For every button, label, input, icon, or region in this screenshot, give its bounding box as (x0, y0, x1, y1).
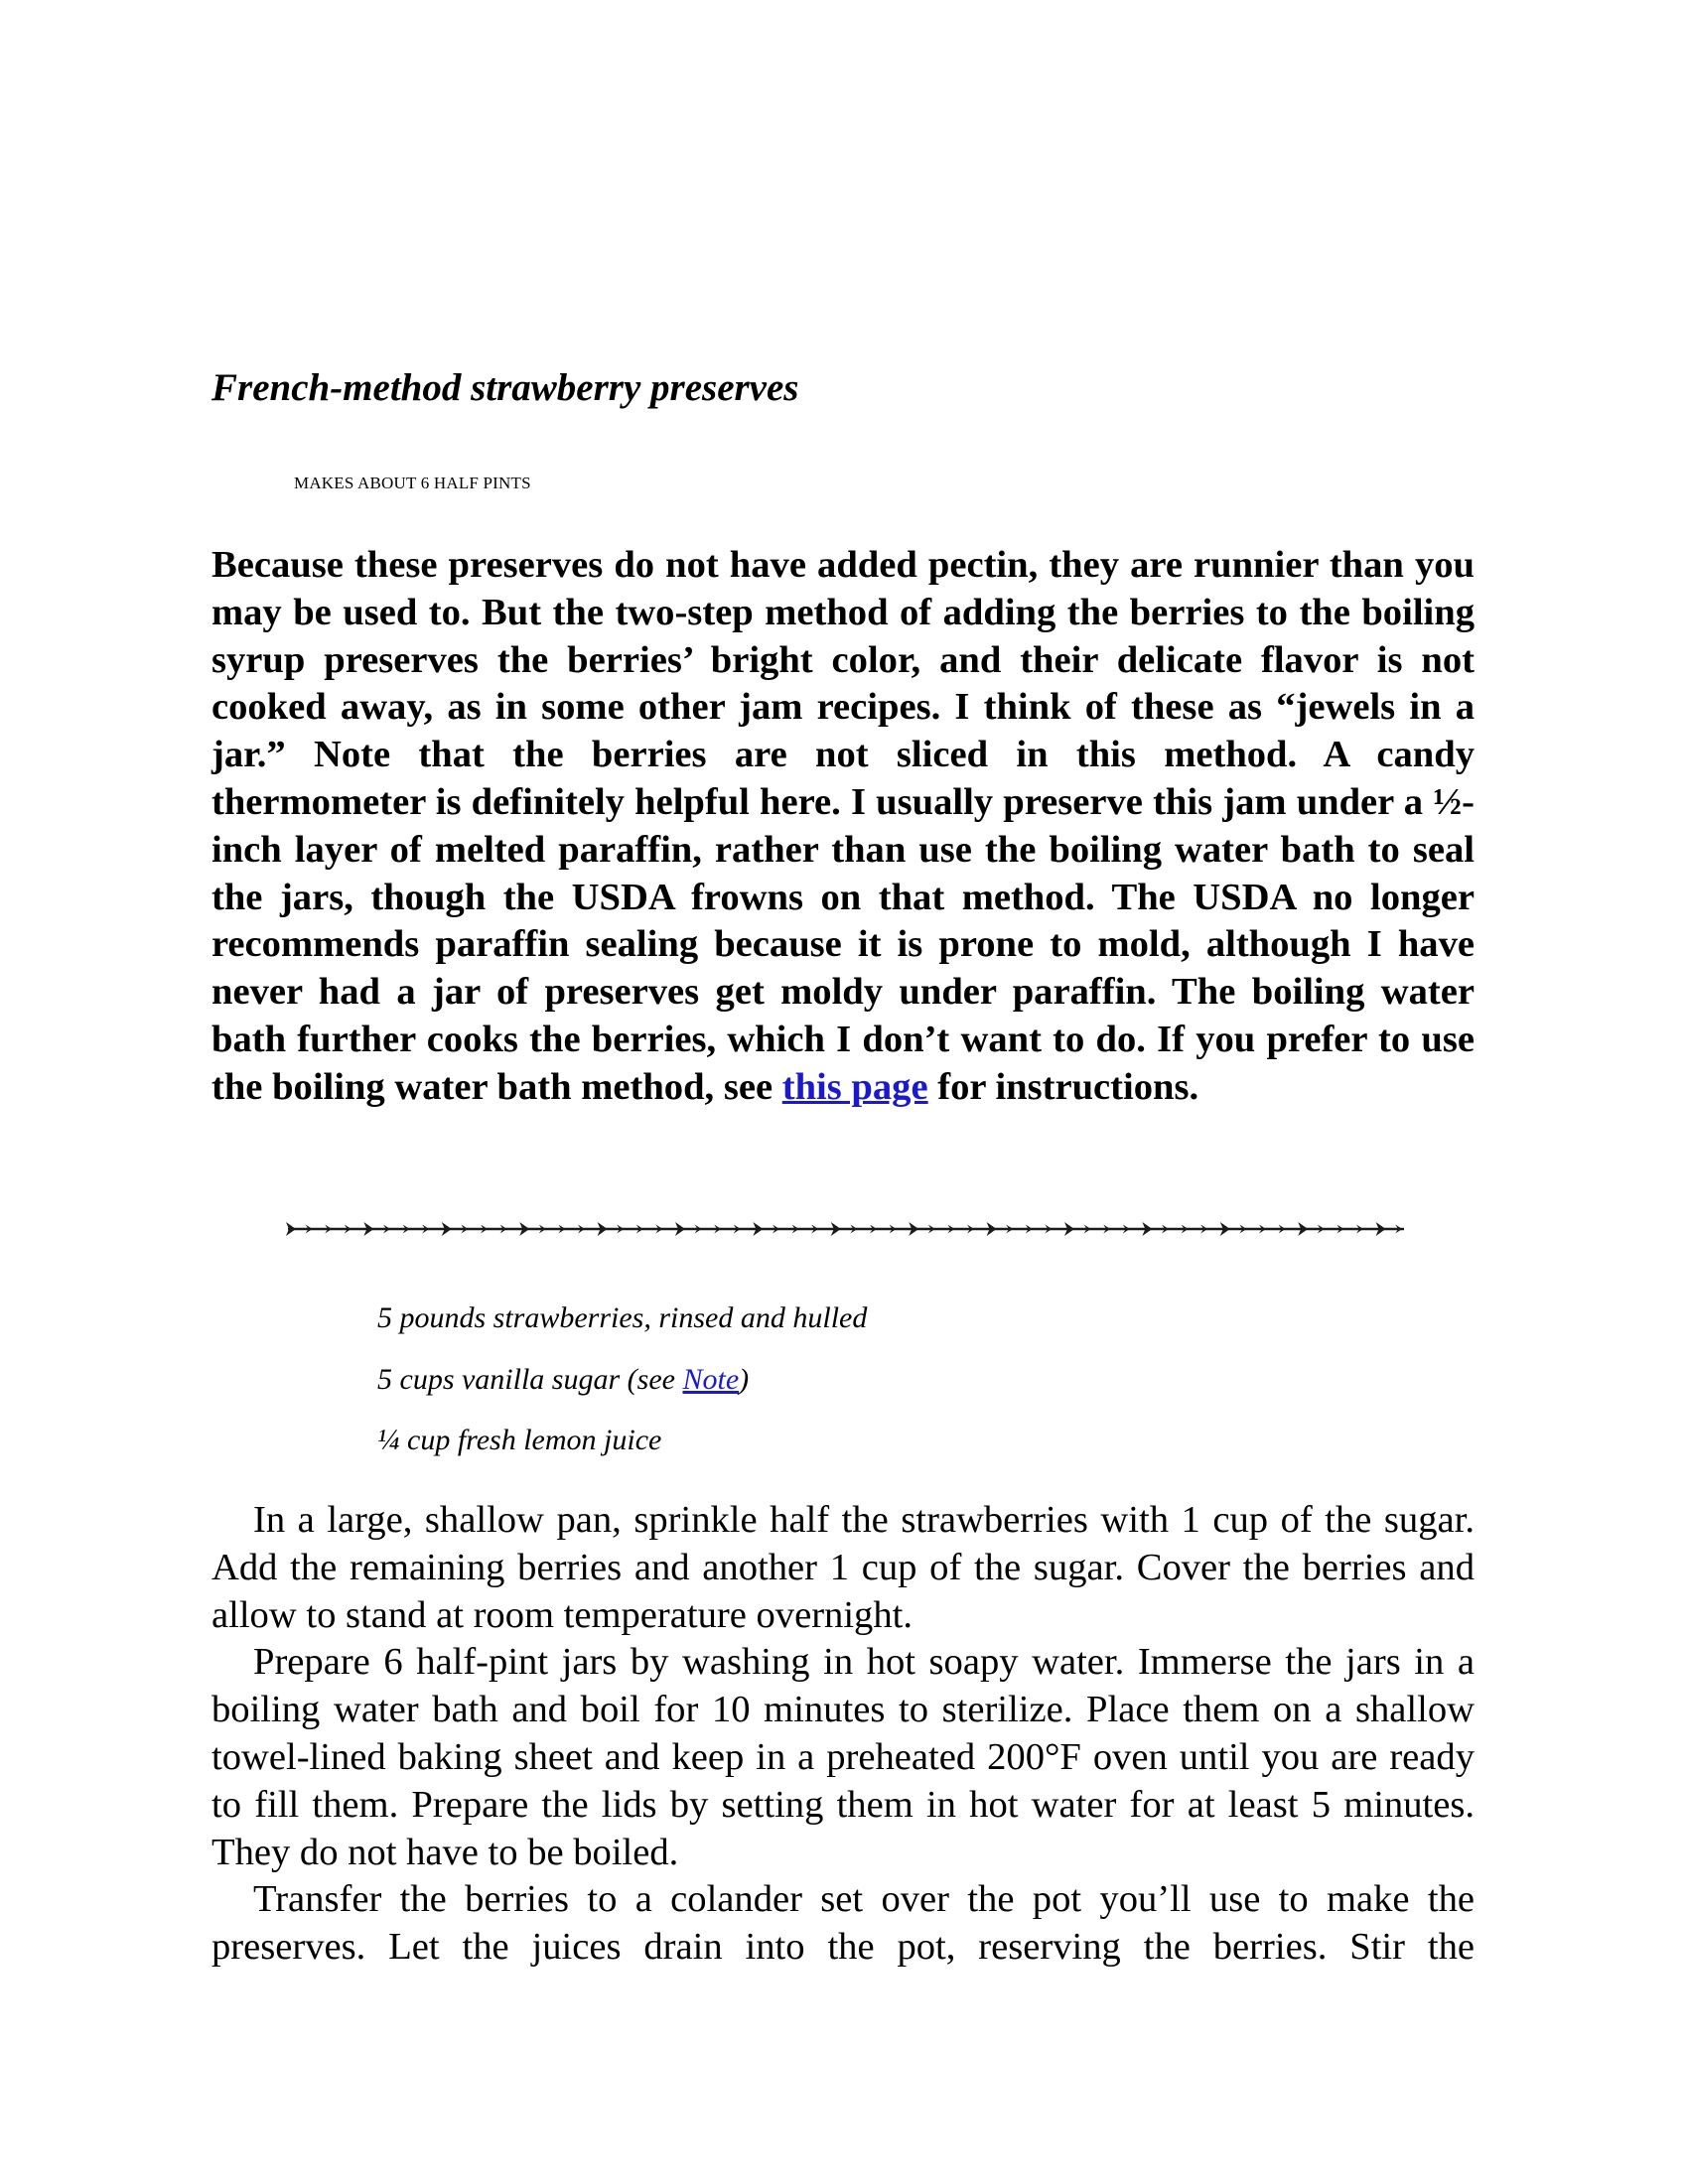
ingredient-lemon-juice: ¼ cup fresh lemon juice (377, 1424, 662, 1456)
recipe-title: French-method strawberry preserves (211, 366, 799, 409)
ingredient-strawberries: 5 pounds strawberries, rinsed and hulled (377, 1301, 868, 1334)
intro-text-end: for instructions. (927, 1065, 1199, 1108)
divider-arrowhead (286, 1222, 296, 1236)
ingredient-vanilla-sugar-close: ) (739, 1363, 750, 1396)
this-page-link[interactable]: this page (781, 1065, 928, 1108)
recipe-method (211, 1497, 1475, 1972)
intro-text-start: Because these preserves do not have added pectin, they are runnier than you may be used to. But the two-step method of adding the berries to the boiling syrup preserves the berries’ bright color, and their delicate flavor is not cooked away, as in some other jam recipes. I think of these as “jewels in a jar.” Note that the berries are not sliced in this method. A candy thermometer is definitely helpful here. I usually preserve this jam under a ½-inch layer of melted paraffin, rather than use the boiling water bath to seal the jars, though the USDA frowns on that method. The USDA no longer recommends paraffin sealing because it is prone to mold, although I have never had a jar of preserves get moldy under paraffin. The boiling water bath further cooks the berries, which I don’t want to do. If you prefer to use the boiling water bath method, see (211, 544, 1475, 1108)
step-paragraph-2: Prepare 6 half-pint jars by washing in hot soapy water. Immerse the jars in a boiling water bath and boil for 10 minutes to sterilize. Place them on a shallow towel-lined baking sheet and keep in a preheated 200°F oven until you are ready to fill them. Prepare the lids by setting them in hot water for at least 5 minutes. They do not have to be boiled. (211, 1641, 1475, 1873)
note-link[interactable]: Note (682, 1363, 740, 1396)
step-paragraph-1: In a large, shallow pan, sprinkle half the strawberries with 1 cup of the sugar. Add the remaining berries and another 1 cup of the sugar. Cover the berries and allow to stand at room temperature overnight. (211, 1499, 1475, 1636)
recipe-yield: MAKES ABOUT 6 HALF PINTS (294, 474, 531, 492)
recipe-intro (211, 542, 1475, 1112)
ingredient-vanilla-sugar-text: 5 cups vanilla sugar (see (377, 1363, 683, 1396)
arrow-ornament-divider-icon (282, 1219, 1410, 1239)
step-paragraph-3: Transfer the berries to a colander set over the pot you’ll use to make the preserves. Let the juices drain into the pot, reserving the berries. Stir the (211, 1878, 1475, 1969)
ingredient-vanilla-sugar (377, 1361, 749, 1399)
